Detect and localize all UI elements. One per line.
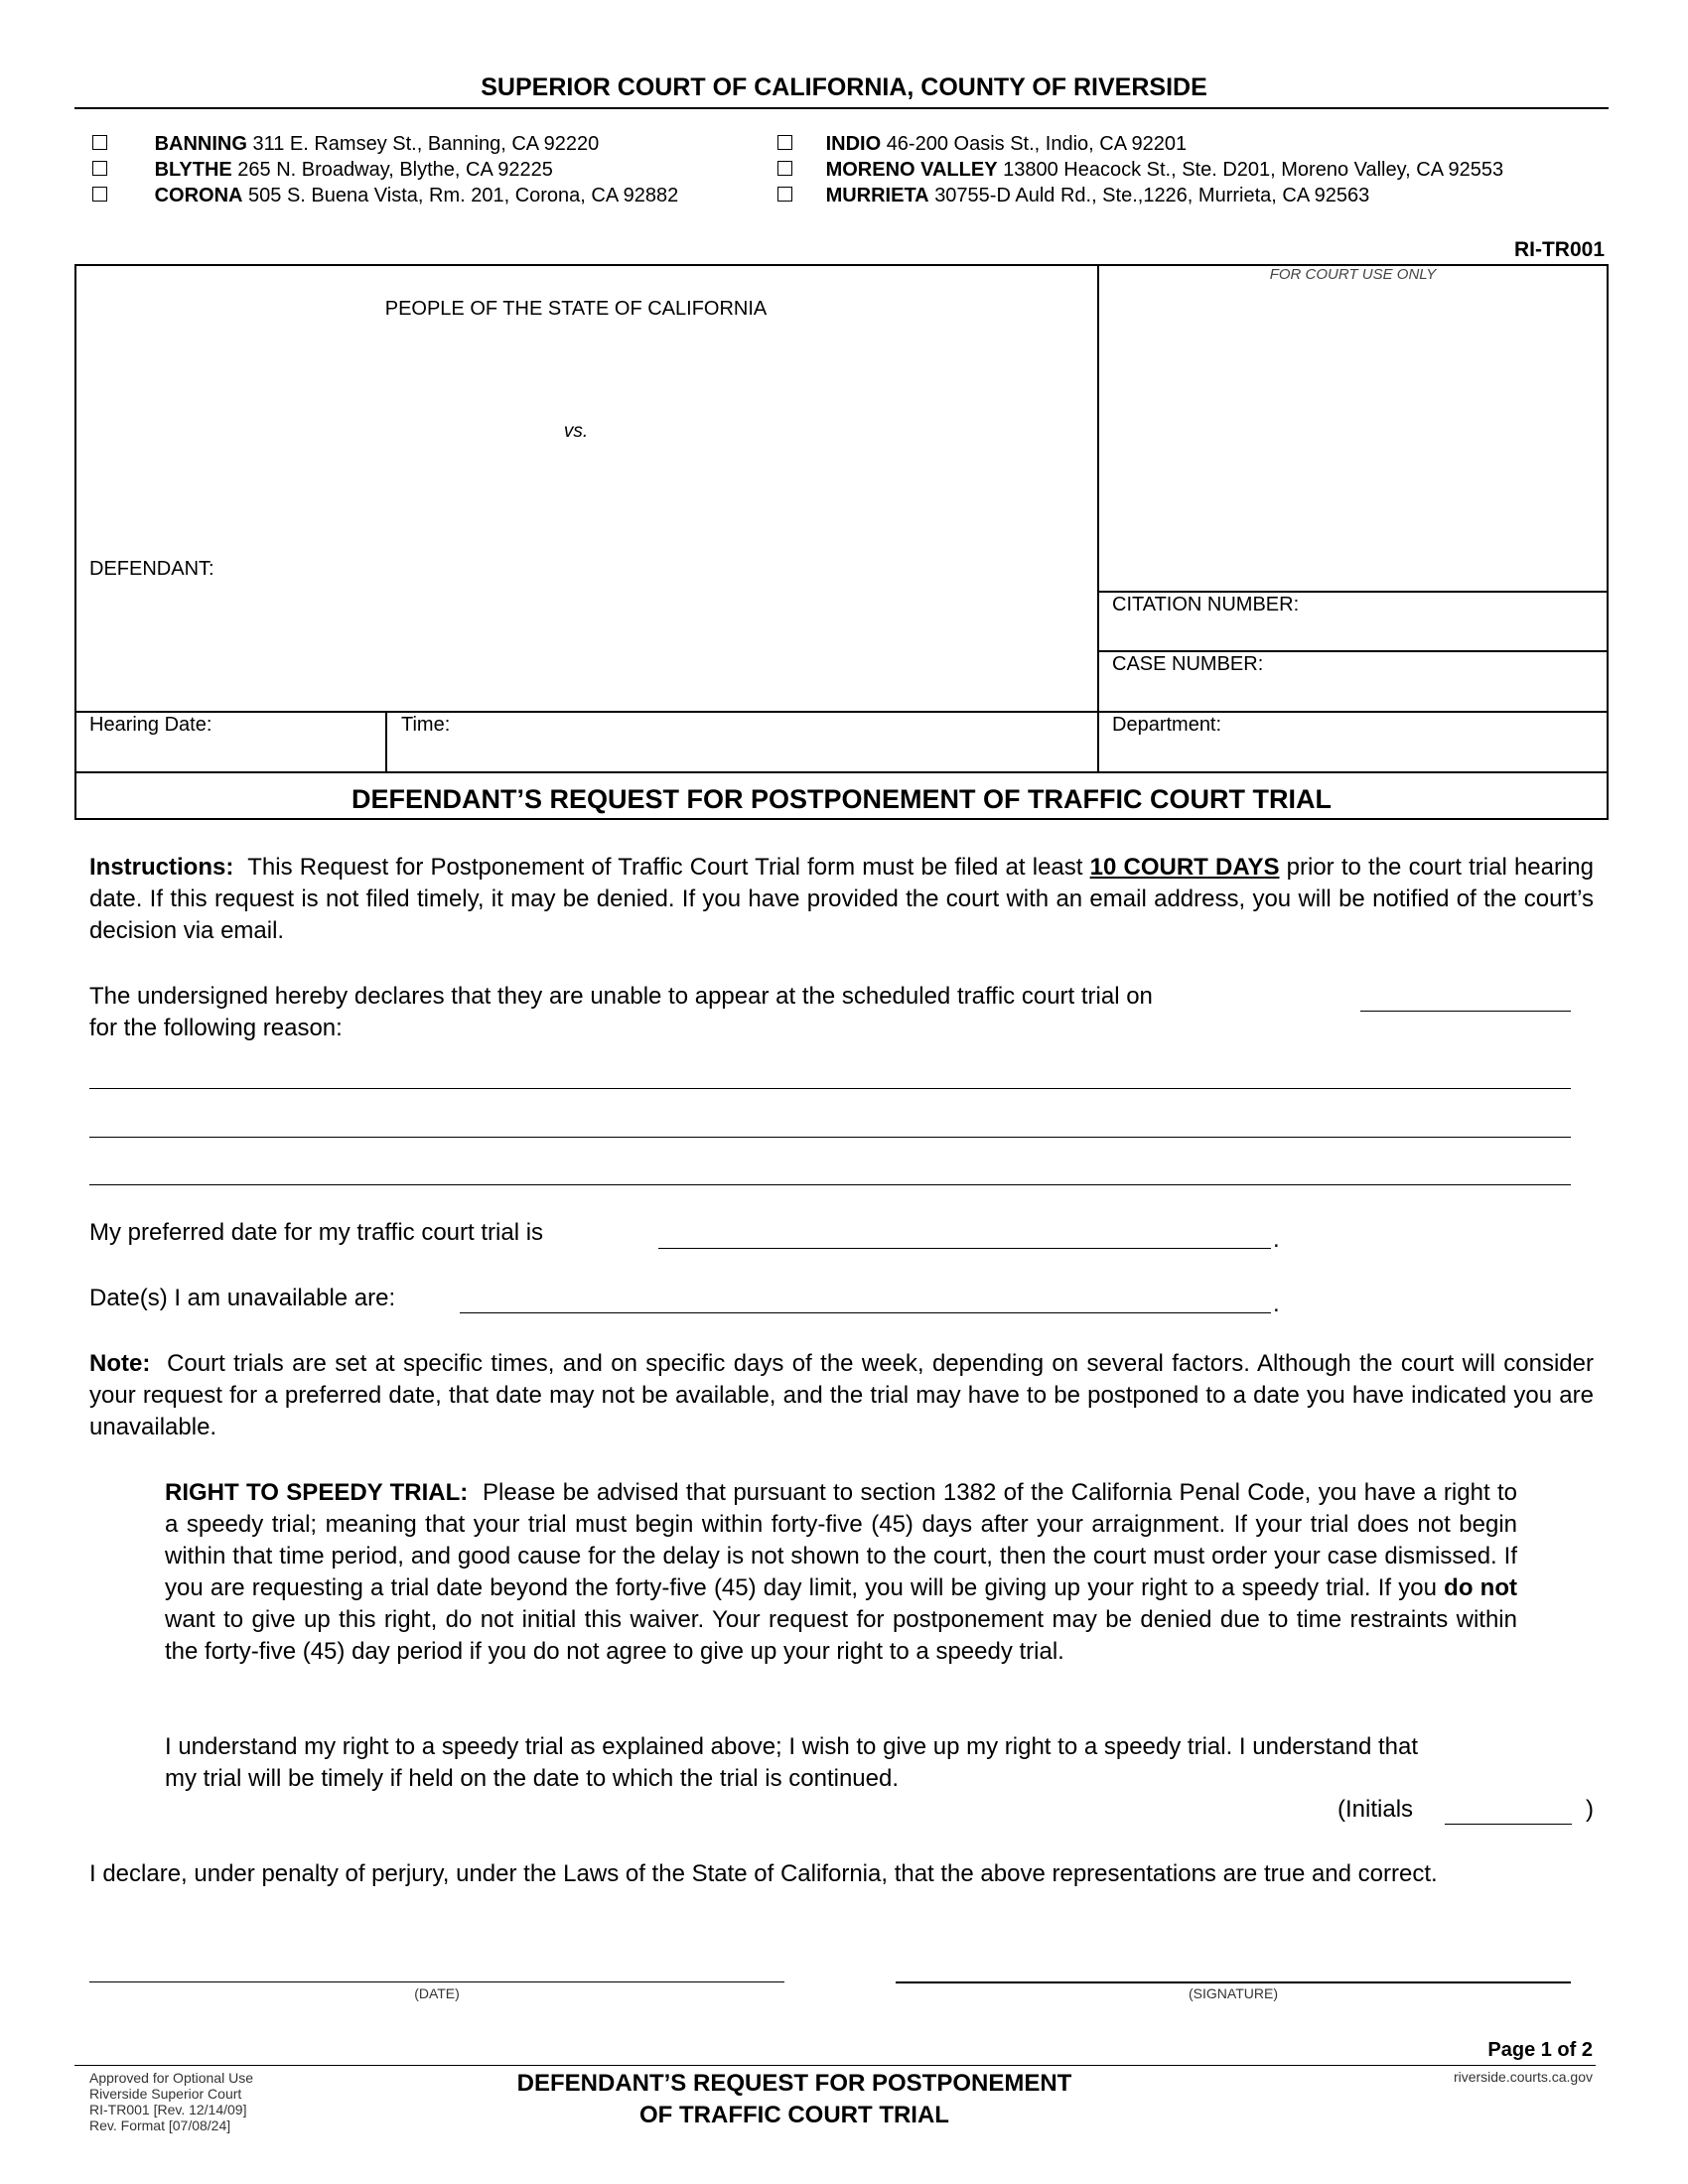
header-rule (74, 107, 1609, 109)
checkbox-banning[interactable] (92, 135, 107, 150)
reason-line-2[interactable] (89, 1137, 1571, 1138)
note-paragraph: Note: Court trials are set at specific times, and on specific days of the week, depending on several factors. Although the court will consider your request for a preferred date, that date may not be available, and the trial may have to be postponed to a date you have indicated you are unavailable. (89, 1350, 1594, 1440)
citation-number-label: CITATION NUMBER: (1112, 594, 1300, 615)
unavailable-dates-field[interactable] (460, 1312, 1271, 1313)
speedy-trial-paragraph: RIGHT TO SPEEDY TRIAL: Please be advised that pursuant to section 1382 of the California Penal Code, you have a right to a speedy trial; meaning that your trial must begin within forty-five (45) days after your arraignment. If your trial does not begin within that time period, and good cause for the delay is not shown to the court, then the court must order your case dismissed. If you are requesting a trial date beyond the forty-five (45) day limit, you will be giving up your right to a speedy trial. If you do not want to give up this right, do not initial this waiver. Your request for postponement may be denied due to time restraints within the forty-five (45) day period if you do not agree to give up your right to a speedy trial. (165, 1479, 1518, 1665)
form-id: RI-TR001 (1513, 238, 1605, 261)
caption-divider (1097, 264, 1099, 772)
signature-caption: (SIGNATURE) (1189, 1985, 1278, 2001)
vs-label: vs. (563, 421, 589, 442)
speedy-trial-label: RIGHT TO SPEEDY TRIAL: (165, 1479, 469, 1506)
instructions-paragraph: Instructions: This Request for Postponement of Traffic Court Trial form must be filed at least 10 COURT DAYS prior to the court trial hearing date. If this request is not filed timely, it may be denied. If you have provided the court with an email address, you will be notified of the court’s decision via email. (89, 854, 1595, 944)
form-title: DEFENDANT’S REQUEST FOR POSTPONEMENT OF TRAFFIC COURT TRIAL (352, 784, 1332, 814)
signature-field[interactable] (896, 1981, 1571, 1983)
checkbox-blythe[interactable] (92, 161, 107, 176)
initials-field[interactable] (1445, 1824, 1572, 1825)
unavailable-period: . (1273, 1291, 1280, 1317)
case-number-label: CASE NUMBER: (1112, 653, 1264, 675)
location-corona: CORONA 505 S. Buena Vista, Rm. 201, Corona, CA 92882 (92, 185, 678, 207)
hearing-date-label: Hearing Date: (89, 714, 212, 736)
checkbox-moreno-valley[interactable] (777, 161, 792, 176)
date-caption: (DATE) (414, 1985, 460, 2001)
defendant-label: DEFENDANT: (89, 558, 214, 580)
citation-rule (1097, 591, 1609, 593)
location-murrieta: MURRIETA 30755-D Auld Rd., Ste.,1226, Murrieta, CA 92563 (777, 185, 1369, 207)
date-field[interactable] (89, 1981, 784, 1982)
reason-line-3[interactable] (89, 1184, 1571, 1185)
court-use-label: FOR COURT USE ONLY (1269, 266, 1437, 283)
court-title: SUPERIOR COURT OF CALIFORNIA, COUNTY OF RIVERSIDE (481, 73, 1207, 101)
hearing-rule-top (74, 711, 1609, 713)
perjury-paragraph: I declare, under penalty of perjury, under the Laws of the State of California, that the above representations are true and correct. (89, 1860, 1438, 1887)
unable-date-field[interactable] (1360, 1011, 1571, 1012)
footer-title: DEFENDANT’S REQUEST FOR POSTPONEMENT OF TRAFFIC COURT TRIAL (516, 2070, 1072, 2128)
location-banning: BANNING 311 E. Ramsey St., Banning, CA 92220 (92, 133, 599, 156)
hearing-divider (385, 711, 387, 771)
reason-line-1[interactable] (89, 1088, 1571, 1089)
checkbox-murrieta[interactable] (777, 187, 792, 202)
hearing-rule-bottom (74, 771, 1609, 773)
instructions-label: Instructions: (89, 854, 234, 881)
time-label: Time: (401, 714, 451, 736)
location-blythe: BLYTHE 265 N. Broadway, Blythe, CA 92225 (92, 159, 553, 182)
initials-open: (Initials (1337, 1796, 1414, 1823)
location-moreno-valley: MORENO VALLEY 13800 Heacock St., Ste. D201, Moreno Valley, CA 92553 (777, 159, 1503, 182)
footer-website: riverside.courts.ca.gov (1453, 2069, 1593, 2085)
preferred-period: . (1273, 1226, 1280, 1253)
preferred-date-field[interactable] (658, 1248, 1271, 1249)
page-number: Page 1 of 2 (1487, 2039, 1593, 2061)
unavailable-dates-label: Date(s) I am unavailable are: (89, 1285, 396, 1311)
do-not-emphasis: do not (1444, 1574, 1517, 1601)
declare-line-2: for the following reason: (89, 1015, 343, 1041)
caption-box (74, 264, 1609, 820)
preferred-date-label: My preferred date for my traffic court trial is (89, 1219, 544, 1246)
initials-close: ) (1586, 1796, 1594, 1823)
waiver-paragraph: I understand my right to a speedy trial as explained above; I wish to give up my right to a speedy trial. I understand that my trial will be timely if held on the date to which the trial is continued. (165, 1733, 1419, 1792)
note-label: Note: (89, 1350, 151, 1377)
checkbox-indio[interactable] (777, 135, 792, 150)
checkbox-corona[interactable] (92, 187, 107, 202)
people-label: PEOPLE OF THE STATE OF CALIFORNIA (384, 298, 768, 320)
case-rule (1097, 650, 1609, 652)
approved-block: Approved for Optional Use Riverside Superior Court RI-TR001 [Rev. 12/14/09] Rev. Format [07/08/24] (89, 2070, 253, 2133)
declare-line-1: The undersigned hereby declares that they are unable to appear at the scheduled traffic court trial on (89, 983, 1153, 1010)
footer-rule (74, 2065, 1596, 2066)
department-label: Department: (1112, 714, 1222, 736)
court-days-emphasis: 10 COURT DAYS (1089, 854, 1280, 881)
location-indio: INDIO 46-200 Oasis St., Indio, CA 92201 (777, 133, 1187, 156)
